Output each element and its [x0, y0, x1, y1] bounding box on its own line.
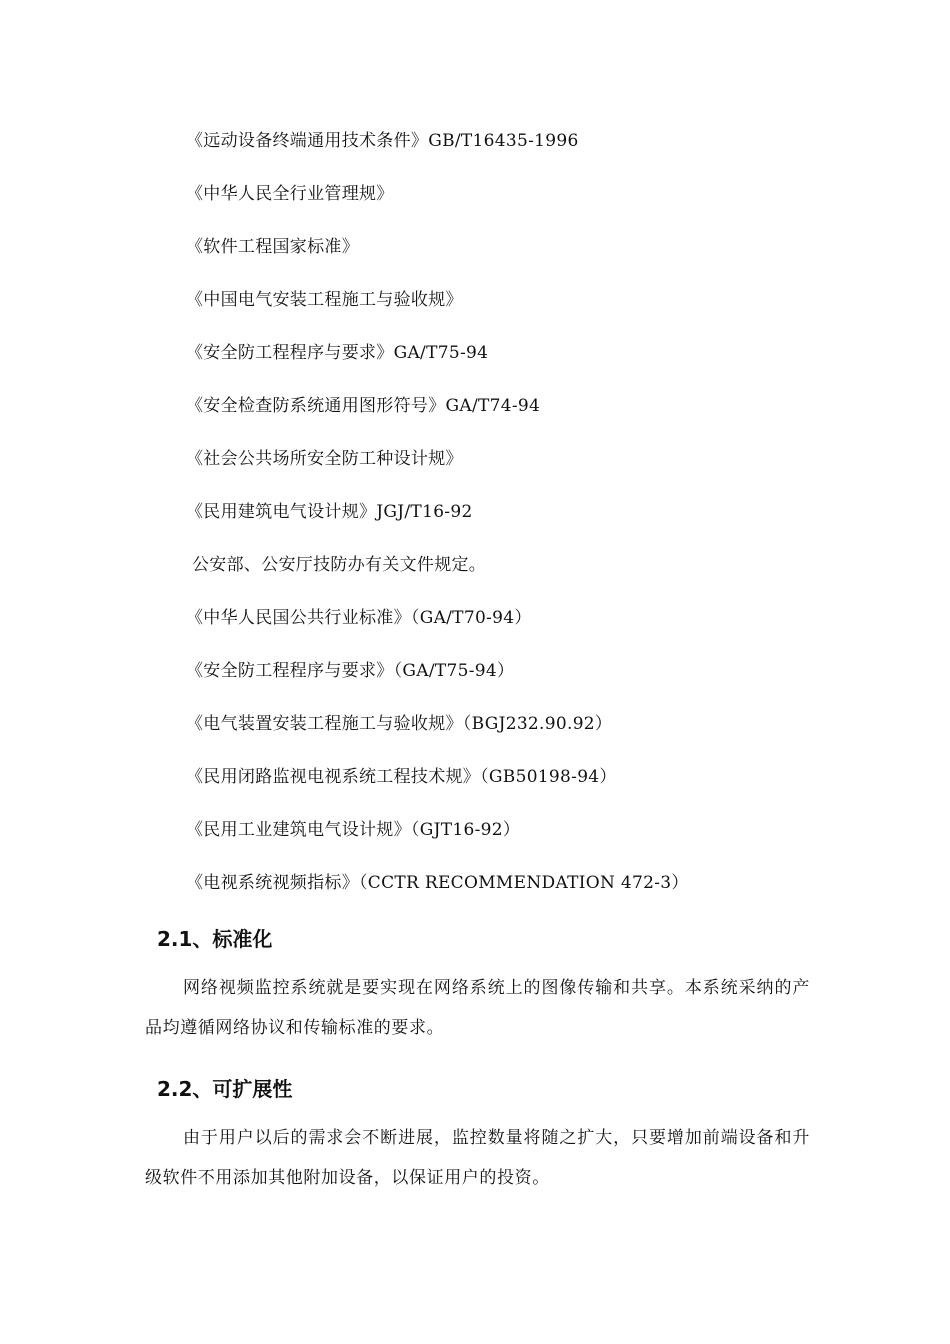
reference-item: 《中华人民国公共行业标准》（GA/T70-94）	[186, 608, 532, 628]
reference-item: 《中国电气安装工程施工与验收规》	[186, 290, 463, 310]
reference-item: 《社会公共场所安全防工种设计规》	[186, 449, 463, 469]
reference-item: 公安部、公安厅技防办有关文件规定。	[192, 555, 487, 575]
reference-item: 《安全检查防系统通用图形符号》GA/T74-94	[186, 396, 541, 416]
section-heading: 2.2、可扩展性	[157, 1077, 293, 1101]
reference-item: 《安全防工程程序与要求》GA/T75-94	[186, 343, 489, 363]
reference-item: 《软件工程国家标准》	[186, 237, 359, 257]
reference-item: 《远动设备终端通用技术条件》GB/T16435-1996	[186, 131, 579, 151]
reference-item: 《电视系统视频指标》（CCTR RECOMMENDATION 472-3）	[186, 873, 689, 893]
section-scalability	[145, 1074, 810, 1198]
section-paragraph: 由于用户以后的需求会不断进展，监控数量将随之扩大，只要增加前端设备和升级软件不用添加其他附加设备，以保证用户的投资。	[145, 1128, 810, 1188]
reference-item: 《民用建筑电气设计规》JGJ/T16-92	[186, 502, 473, 522]
reference-item: 《民用工业建筑电气设计规》（GJT16-92）	[186, 820, 521, 840]
reference-item: 《民用闭路监视电视系统工程技术规》（GB50198-94）	[186, 767, 617, 787]
reference-standards-list	[186, 126, 689, 921]
reference-item: 《中华人民全行业管理规》	[186, 184, 394, 204]
section-paragraph: 网络视频监控系统就是要实现在网络系统上的图像传输和共享。本系统采纳的产品均遵循网络协议和传输标准的要求。	[145, 978, 810, 1038]
section-heading: 2.1、标准化	[157, 927, 273, 951]
reference-item: 《安全防工程程序与要求》（GA/T75-94）	[186, 661, 515, 681]
section-standardization	[145, 924, 810, 1048]
reference-item: 《电气装置安装工程施工与验收规》（BGJ232.90.92）	[186, 714, 613, 734]
